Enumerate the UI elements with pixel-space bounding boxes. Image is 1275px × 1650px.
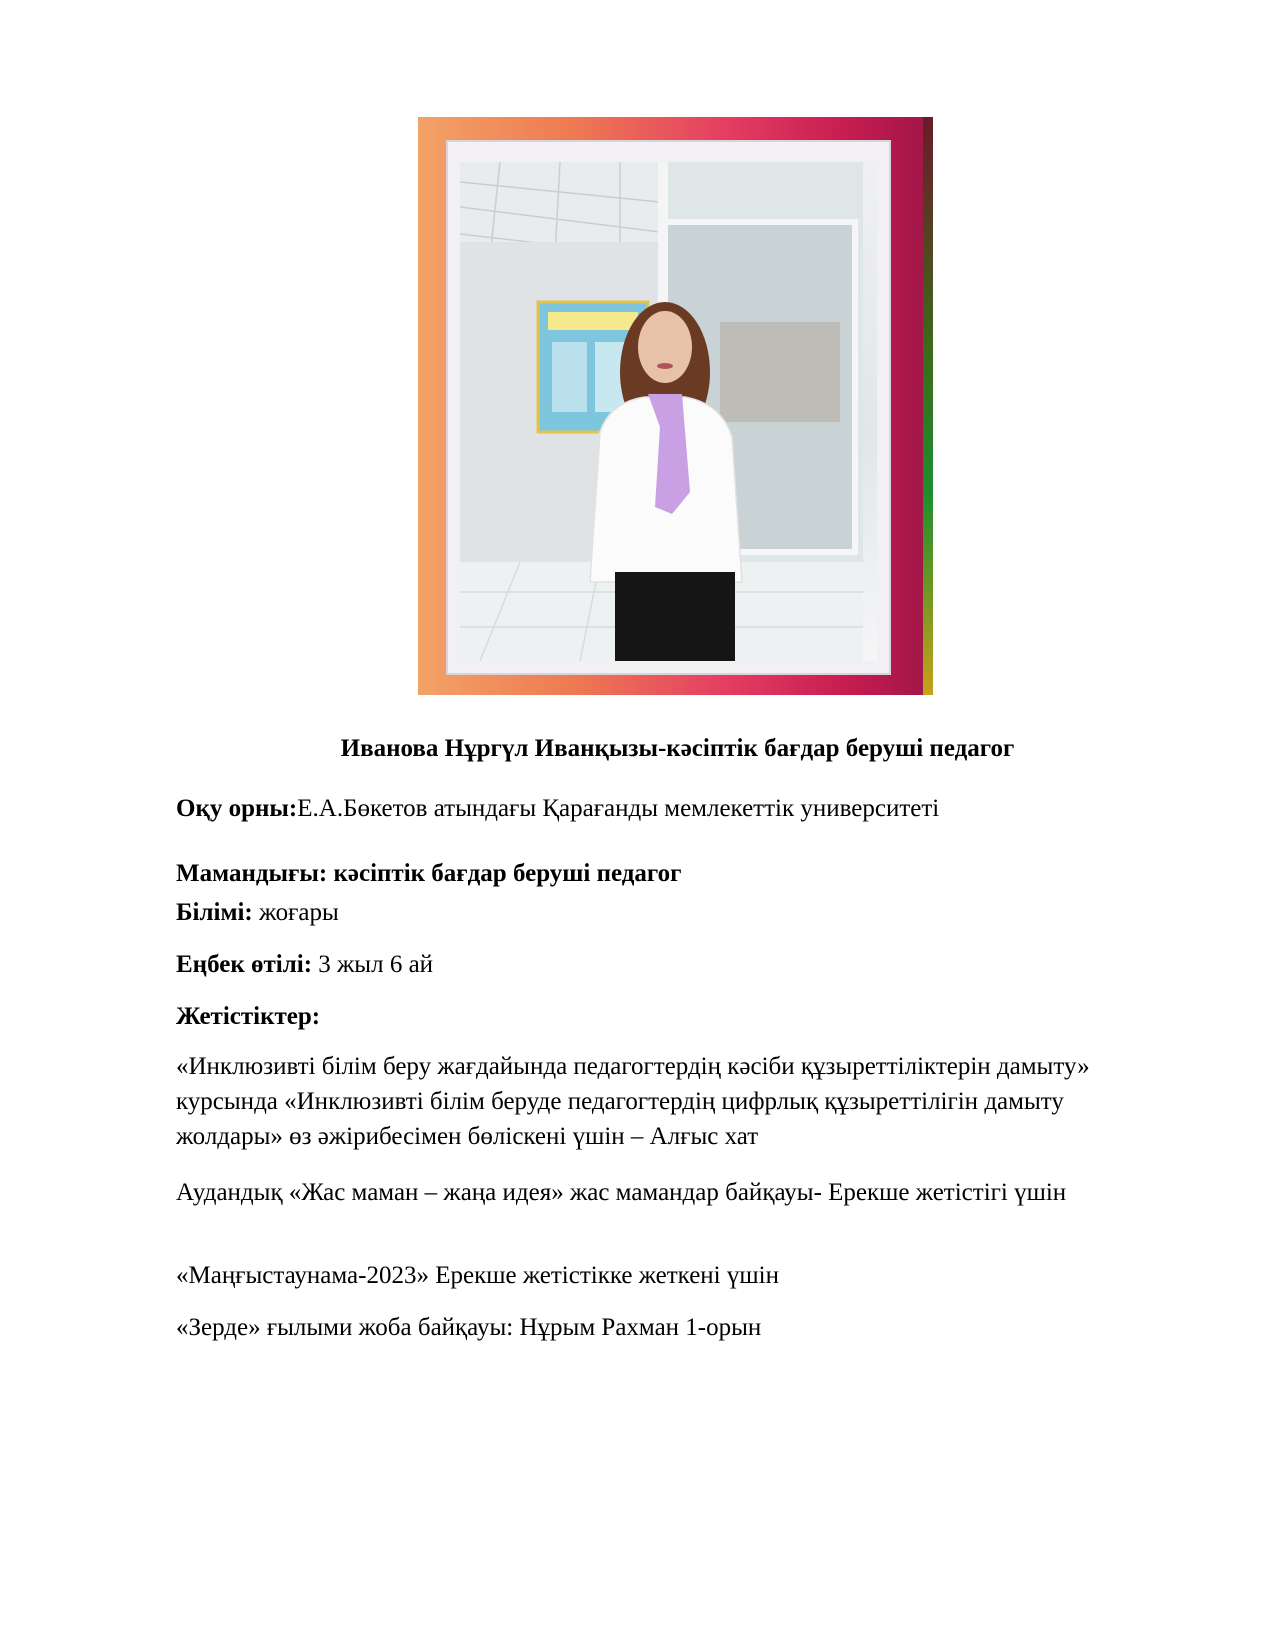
achievement-item: «Маңғыстаунама-2023» Ерекше жетістікке жеткені үшін <box>176 1262 779 1289</box>
achievement-item: Аудандық «Жас маман – жаңа идея» жас мамандар байқауы- Ерекше жетістігі үшін <box>176 1179 1067 1206</box>
specialty-label: Мамандығы: <box>176 860 328 887</box>
experience-field <box>176 949 1176 981</box>
education-place-label: Оқу орны: <box>176 795 298 822</box>
achievement-item: «Инклюзивті білім беру жағдайында педагогтердің кәсіби құзыреттіліктерін дамыту» курсында «Инклюзивті білім беруде педагогтердің цифрлық құзыреттілігін дамыту жолдары» өз әжірибесімен бөліскені үшін – Алғыс хат <box>176 1053 1090 1150</box>
education-value: жоғары <box>252 899 339 926</box>
photo-scene <box>460 162 877 661</box>
photo-frame-strip <box>923 117 933 695</box>
achievements-heading: Жетістіктер: <box>176 1003 321 1030</box>
photo-inner-border <box>446 140 891 675</box>
experience-value: 3 жыл 6 ай <box>312 951 434 978</box>
specialty-value: кәсіптік бағдар беруші педагог <box>327 860 682 887</box>
experience-label: Еңбек өтілі: <box>176 951 313 978</box>
education-field <box>176 897 1176 929</box>
portrait-photo <box>418 117 933 695</box>
education-place-value: Е.А.Бөкетов атындағы Қарағанды мемлекеттік университеті <box>297 795 940 822</box>
portrait-illustration <box>460 162 863 661</box>
education-place-field <box>176 793 1176 825</box>
achievement-item: «Зерде» ғылыми жоба байқауы: Нұрым Рахман 1-орын <box>176 1314 762 1341</box>
page-title: Иванова Нұргүл Иванқызы-кәсіптік бағдар беруші педагог <box>340 735 1015 762</box>
education-label: Білімі: <box>176 899 253 926</box>
specialty-field <box>176 858 1176 890</box>
